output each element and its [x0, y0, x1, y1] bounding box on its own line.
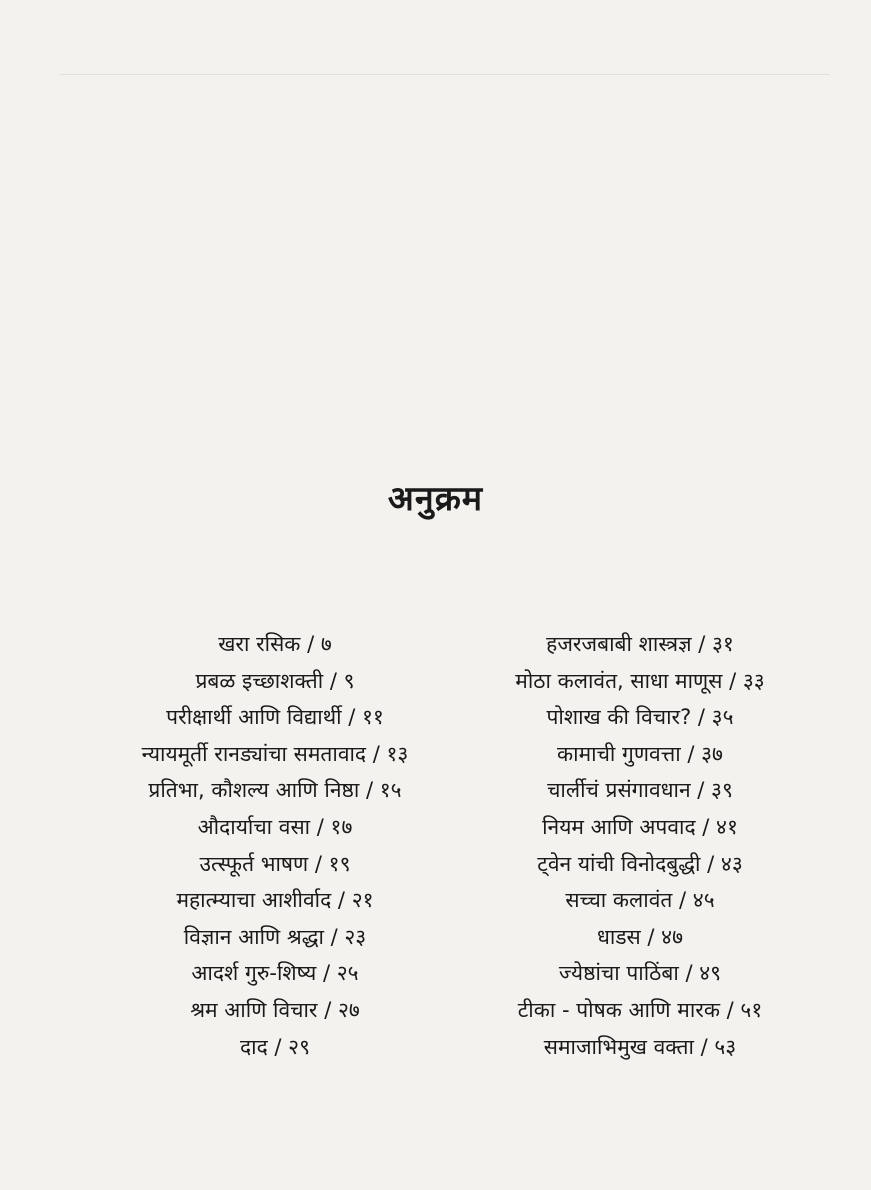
contents-entry: ट्वेन यांची विनोदबुद्धी / ४३ — [537, 851, 743, 876]
contents-entry: महात्म्याचा आशीर्वाद / २१ — [176, 888, 374, 913]
contents-entry: पोशाख की विचार? / ३५ — [546, 705, 734, 730]
contents-right-column — [470, 626, 810, 1065]
contents-entry: नियम आणि अपवाद / ४१ — [542, 814, 738, 839]
contents-entry: विज्ञान आणि श्रद्धा / २३ — [183, 924, 367, 949]
contents-entry: ज्येष्ठांचा पाठिंबा / ४९ — [558, 961, 722, 986]
contents-entry: आदर्श गुरु-शिष्य / २५ — [191, 961, 359, 986]
contents-entry: कामाची गुणवत्ता / ३७ — [557, 741, 723, 766]
contents-entry: खरा रसिक / ७ — [218, 632, 332, 656]
contents-entry: धाडस / ४७ — [596, 924, 684, 949]
contents-entry: औदार्याचा वसा / १७ — [197, 814, 353, 839]
contents-left-column — [90, 626, 460, 1065]
contents-entry: सच्चा कलावंत / ४५ — [565, 888, 715, 913]
contents-entry: टीका - पोषक आणि मारक / ५१ — [517, 997, 763, 1022]
contents-entry: मोठा कलावंत, साधा माणूस / ३३ — [515, 668, 765, 693]
contents-entry: प्रबळ इच्छाशक्ती / ९ — [195, 668, 355, 693]
contents-entry: उत्स्फूर्त भाषण / १९ — [199, 851, 351, 876]
contents-entry: समाजाभिमुख वक्ता / ५३ — [543, 1034, 737, 1059]
contents-entry: श्रम आणि विचार / २७ — [190, 997, 360, 1022]
contents-entry: दाद / २९ — [239, 1034, 310, 1059]
top-divider — [60, 74, 830, 75]
page-title: अनुक्रम — [387, 479, 484, 519]
contents-entry: प्रतिभा, कौशल्य आणि निष्ठा / १५ — [148, 778, 402, 803]
contents-entry: चार्लीचं प्रसंगावधान / ३९ — [547, 778, 733, 803]
contents-entry: परीक्षार्थी आणि विद्यार्थी / ११ — [166, 705, 384, 730]
contents-entry: न्यायमूर्ती रानड्यांचा समतावाद / १३ — [141, 741, 409, 766]
contents-entry: हजरजबाबी शास्त्रज्ञ / ३१ — [546, 632, 734, 656]
